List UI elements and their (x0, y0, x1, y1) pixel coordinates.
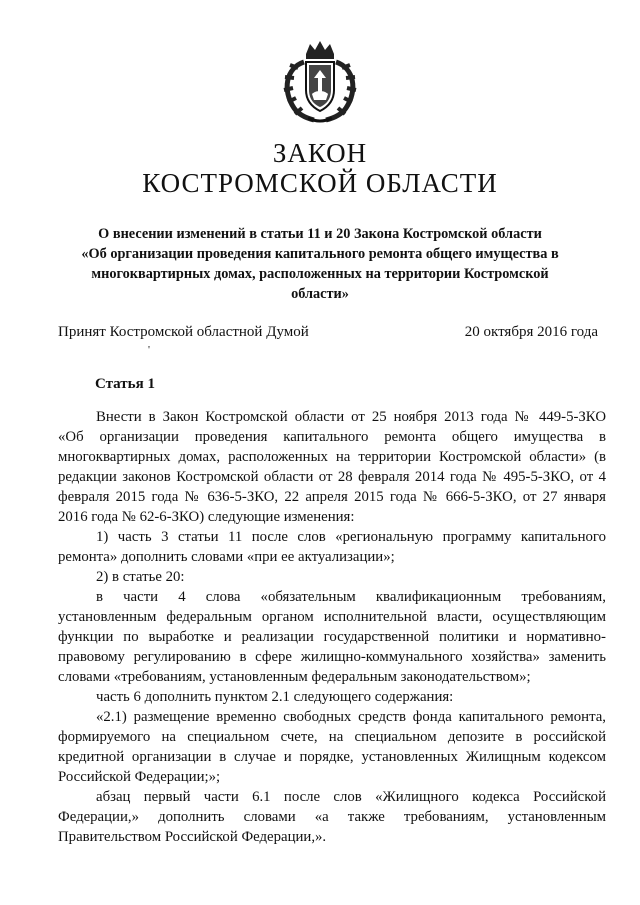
heading-line: О внесении изменений в статьи 11 и 20 Закона Костромской области (98, 226, 542, 242)
article-title: Статья 1 (95, 376, 155, 392)
body-line: многоквартирных домах, расположенных на территории Костромской области» (в (58, 449, 606, 465)
body-line: 2) в статье 20: (96, 569, 185, 585)
body-line: кредитной организации в случае и порядке, установленных Жилищным кодексом (58, 749, 606, 765)
body-line: часть 6 дополнить пунктом 2.1 следующего содержания: (96, 689, 454, 705)
issuing-region-title: КОСТРОМСКОЙ ОБЛАСТИ (142, 168, 498, 198)
adoption-date: 20 октября 2016 года (464, 324, 598, 340)
law-heading (64, 224, 576, 304)
body-line: февраля 2015 года № 636-5-ЗКО, 22 апреля 2015 года № 666-5-ЗКО, от 27 января (58, 489, 606, 505)
adopted-by: Принят Костромской областной Думой (58, 324, 309, 340)
article-body (58, 407, 606, 847)
body-line: ремонта» дополнить словами «при ее актуализации»; (58, 549, 395, 565)
heading-line: многоквартирных домах, расположенных на территории Костромской (91, 266, 549, 282)
body-line: Внести в Закон Костромской области от 25 ноября 2013 года № 449-5-ЗКО (96, 409, 606, 425)
body-line: 2016 года № 62-6-ЗКО) следующие изменения: (58, 509, 355, 525)
body-line: Федерации,» дополнить словами «а также требованиям, установленным (58, 809, 606, 825)
stray-mark: ' (148, 344, 150, 356)
document-type-title: ЗАКОН (272, 138, 368, 168)
body-line: Российской Федерации;»; (58, 769, 221, 785)
body-line: словами «требованиям, установленным федеральным законодательством»; (58, 669, 531, 685)
body-line: функции по выработке и реализации государственной политики и нормативно- (58, 629, 606, 645)
body-line: установленным федеральным органом исполнительной власти, осуществляющим (58, 609, 606, 625)
heading-line: области» (291, 286, 349, 302)
body-line: «Об организации проведения капитального ремонта общего имущества в (58, 429, 606, 445)
body-line: «2.1) размещение временно свободных средств фонда капитального ремонта, (96, 709, 606, 725)
body-line: Правительством Российской Федерации,». (58, 829, 327, 845)
body-line: формируемого на специальном счете, на специальном депозите в российской (58, 729, 606, 745)
coat-of-arms-emblem (268, 38, 372, 126)
body-line: правовому регулированию в сфере жилищно-коммунального хозяйства» заменить (58, 649, 606, 665)
body-line: в части 4 слова «обязательным квалификационным требованиям, (96, 589, 606, 605)
body-line: абзац первый части 6.1 после слов «Жилищного кодекса Российской (96, 789, 606, 805)
heading-line: «Об организации проведения капитального ремонта общего имущества в (81, 246, 559, 262)
body-line: 1) часть 3 статьи 11 после слов «региональную программу капитального (96, 529, 606, 545)
body-line: редакции законов Костромской области от 28 февраля 2014 года № 495-5-ЗКО, от 4 (58, 469, 606, 485)
